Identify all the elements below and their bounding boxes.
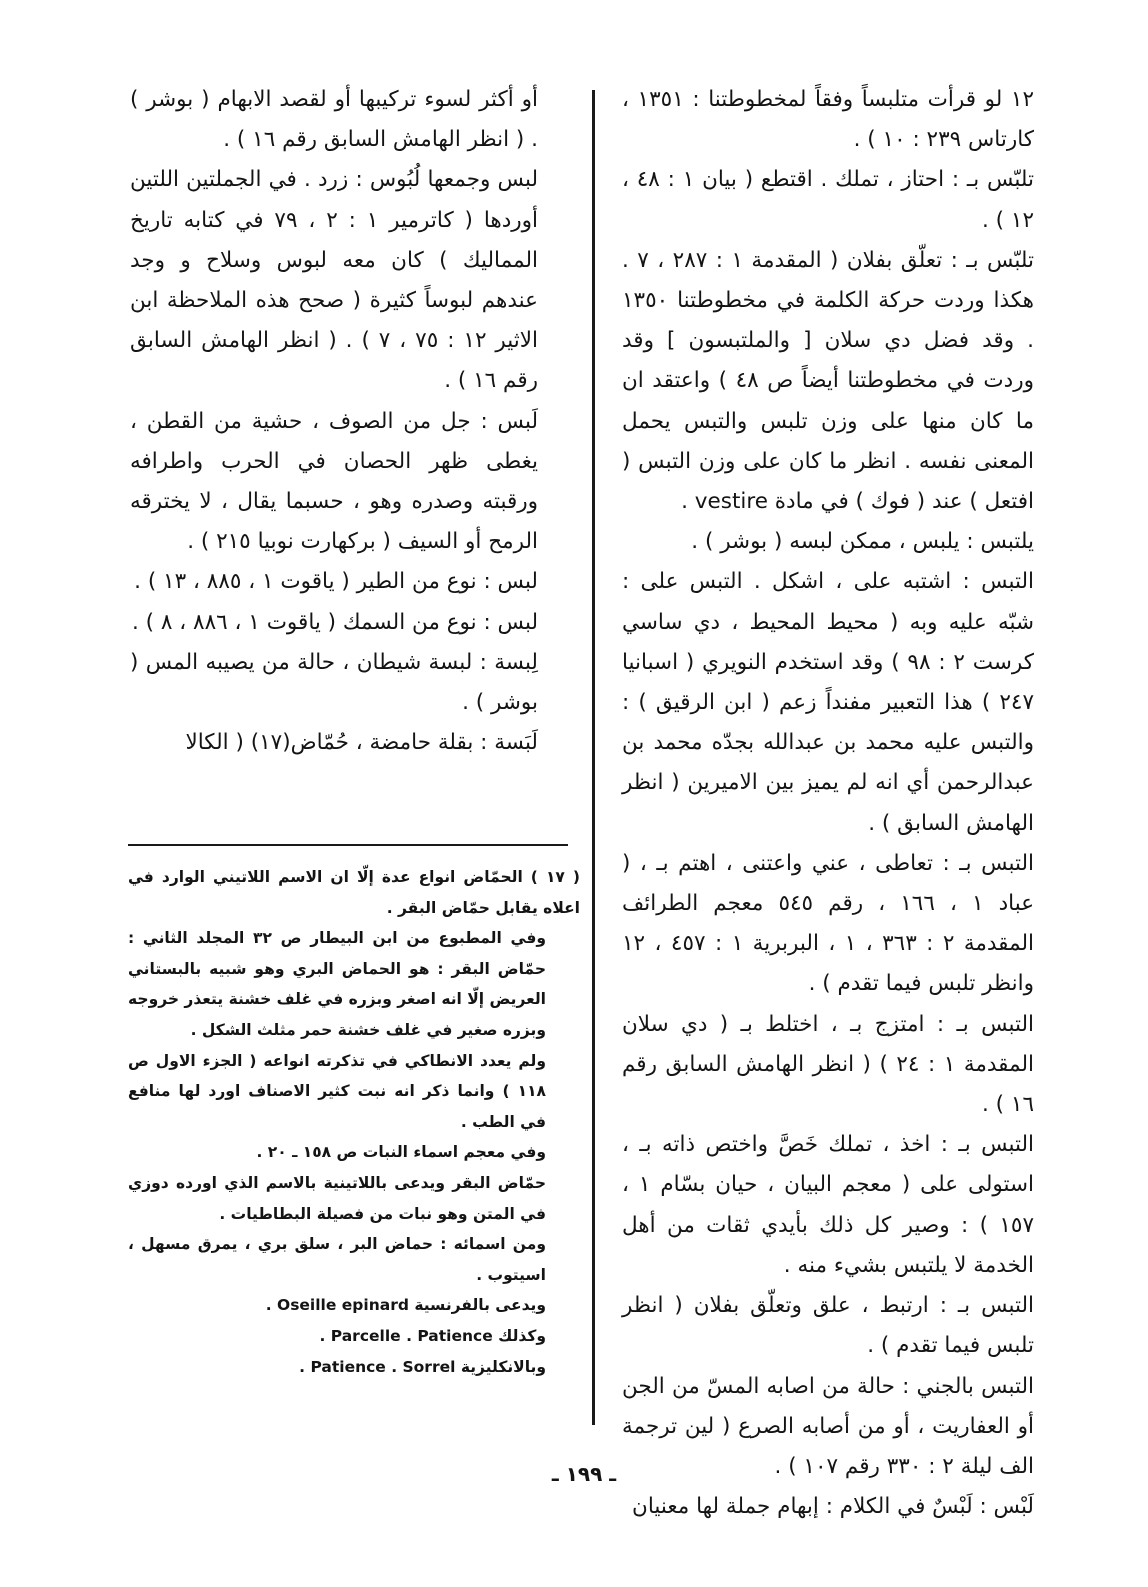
footnote-paragraph: وفي المطبوع من ابن البيطار ص ٣٢ المجلد الثاني : حمّاض البقر : هو الحماض البري وهو شبيه بالبستاني العريض إلّا انه اصغر وبزره في غلف خشنة يتعذر خروجه وبزره صغير في غلف خشنة حمر مثلث الشكل . <box>128 929 546 1039</box>
entry: لِبسة : لبسة شيطان ، حالة من يصيبه المس ( بوشر ) . <box>130 649 538 716</box>
entry: لبس : نوع من الطير ( ياقوت ١ ، ٨٨٥ ، ١٣ ) . <box>134 569 538 595</box>
footnote-paragraph: حمّاض البقر ويدعى باللاتينية بالاسم الذي اورده دوزي في المتن وهو نبات من فصيلة البطاطيات . <box>128 1173 546 1223</box>
column-divider <box>592 90 595 1425</box>
entry: أو أكثر لسوء تركيبها أو لقصد الابهام ( بوشر ) . ( انظر الهامش السابق رقم ١٦ ) . <box>130 87 538 153</box>
entry: تلبّس بـ : احتاز ، تملك . اقتطع ( بيان ١ : ٤٨ ، ١٢ ) . <box>622 167 1034 233</box>
entry: لبس : نوع من السمك ( ياقوت ١ ، ٨٨٦ ، ٨ ) . <box>131 609 538 635</box>
entry: التبس بـ : تعاطى ، عني واعتنى ، اهتم بـ ، ( عباد ١ ، ١٦٦ ، رقم ٥٤٥ معجم الطرائف المقدمة ٢ : ٣٦٣ ، ١ ، البربرية ١ : ٤٥٧ ، ١٢ وانظر تلبس فيما تقدم ) . <box>622 850 1035 997</box>
entry: لَبَسة : بقلة حامضة ، حُمّاض(١٧) ( الكالا <box>185 730 538 756</box>
left-column <box>130 80 538 763</box>
footnote-paragraph: وفي معجم اسماء النبات ص ١٥٨ ـ ٢٠ . <box>256 1143 546 1162</box>
footnote-paragraph: ويدعى بالفرنسية Oseille epinard . <box>265 1296 546 1315</box>
footnote-paragraph: ومن اسمائه : حماض البر ، سلق بري ، يمرق مسهل ، اسيتوب . <box>128 1235 546 1284</box>
entry: التبس بـ : امتزج بـ ، اختلط بـ ( دي سلان المقدمة ١ : ٢٤ ) ( انظر الهامش السابق رقم ١٦ ) . <box>622 1011 1034 1118</box>
footnote-paragraph: ولم يعدد الانطاكي في تذكرته انواعه ( الجزء الاول ص ١١٨ ) وانما ذكر انه نبت كثير الاصناف اورد لها منافع في الطب . <box>128 1051 546 1131</box>
entry: يلتبس : يلبس ، ممكن لبسه ( بوشر ) . <box>691 529 1034 555</box>
entry: التبس : اشتبه على ، اشكل . التبس على : شبّه عليه وبه ( محيط المحيط ، دي ساسي كرست ٢ : ٩٨ ) وقد استخدم النويري ( اسبانيا ٢٤٧ ) هذا التعبير مفنداً زعم ( ابن الرقيق ) : والتبس عليه محمد بن عبدالله بجدّه محمد بن عبدالرحمن أي انه لم يميز بين الاميرين ( انظر الهامش السابق ) . <box>622 569 1034 836</box>
right-column <box>622 80 1034 1527</box>
entry: التبس بالجني : حالة من اصابه المسّ من الجن أو العفاريت ، أو من أصابه الصرع ( لين ترجمة الف ليلة ٢ : ٣٣٠ رقم ١٠٧ ) . <box>622 1373 1034 1479</box>
entry: لَبس : جل من الصوف ، حشية من القطن ، يغطى ظهر الحصان في الحرب واطرافه ورقبته وصدره وهو ، حسبما يقال ، لا يخترقه الرمح أو السيف ( بركهارت نوبيا ٢١٥ ) . <box>130 408 538 555</box>
footnotes <box>128 862 580 1382</box>
entry: تلبّس بـ : تعلّق بفلان ( المقدمة ١ : ٢٨٧ ، ٧ . هكذا وردت حركة الكلمة في مخطوطتنا ١٣٥٠ . وقد فضل دي سلان [ والملتبسون ] وقد وردت في مخطوطتنا أيضاً ص ٤٨ ) واعتقد ان ما كان منها على وزن تلبس والتبس يحمل المعنى نفسه . انظر ما كان على وزن التبس ( افتعل ) عند ( فوك ) في مادة vestire . <box>622 247 1035 515</box>
entry: لبس وجمعها لُبُوس : زرد . في الجملتين اللتين أوردها ( كاترمير ١ : ٢ ، ٧٩ في كتابه تاريخ المماليك ) كان معه لبوس وسلاح و وجد عندهم لبوساً كثيرة ( صحح هذه الملاحظة ابن الاثير ١٢ : ٧٥ ، ٧ ) . ( انظر الهامش السابق رقم ١٦ ) . <box>130 167 539 394</box>
page-number: ـ ١٩٩ ـ <box>551 1462 617 1486</box>
entry: التبس بـ : ارتبط ، علق وتعلّق بفلان ( انظر تلبس فيما تقدم ) . <box>622 1293 1034 1359</box>
entry: لَبْس : لَبْسٌ في الكلام : إبهام جملة لها معنيان <box>632 1494 1034 1520</box>
footnote-rule <box>128 844 568 846</box>
entry: التبس بـ : اخذ ، تملك خَصَّ واختص ذاته بـ ، استولى على ( معجم البيان ، حيان بسّام ١ ، ١٥٧ ) : وصير كل ذلك بأيدي ثقات من أهل الخدمة لا يلتبس بشيء منه . <box>622 1132 1034 1278</box>
footnote-paragraph: وكذلك Parcelle . Patience . <box>319 1326 546 1345</box>
footnote: ( ١٧ ) الحمّاض انواع عدة إلّا ان الاسم اللاتيني الوارد في اعلاه يقابل حمّاض البقر . <box>128 868 581 917</box>
footnote-paragraph: وبالانكليزية Patience . Sorrel . <box>299 1357 546 1376</box>
entry: ١٢ لو قرأت متلبساً وفقاً لمخطوطتنا : ١٣٥١ ، كارتاس ٢٣٩ : ١٠ ) . <box>622 87 1034 153</box>
